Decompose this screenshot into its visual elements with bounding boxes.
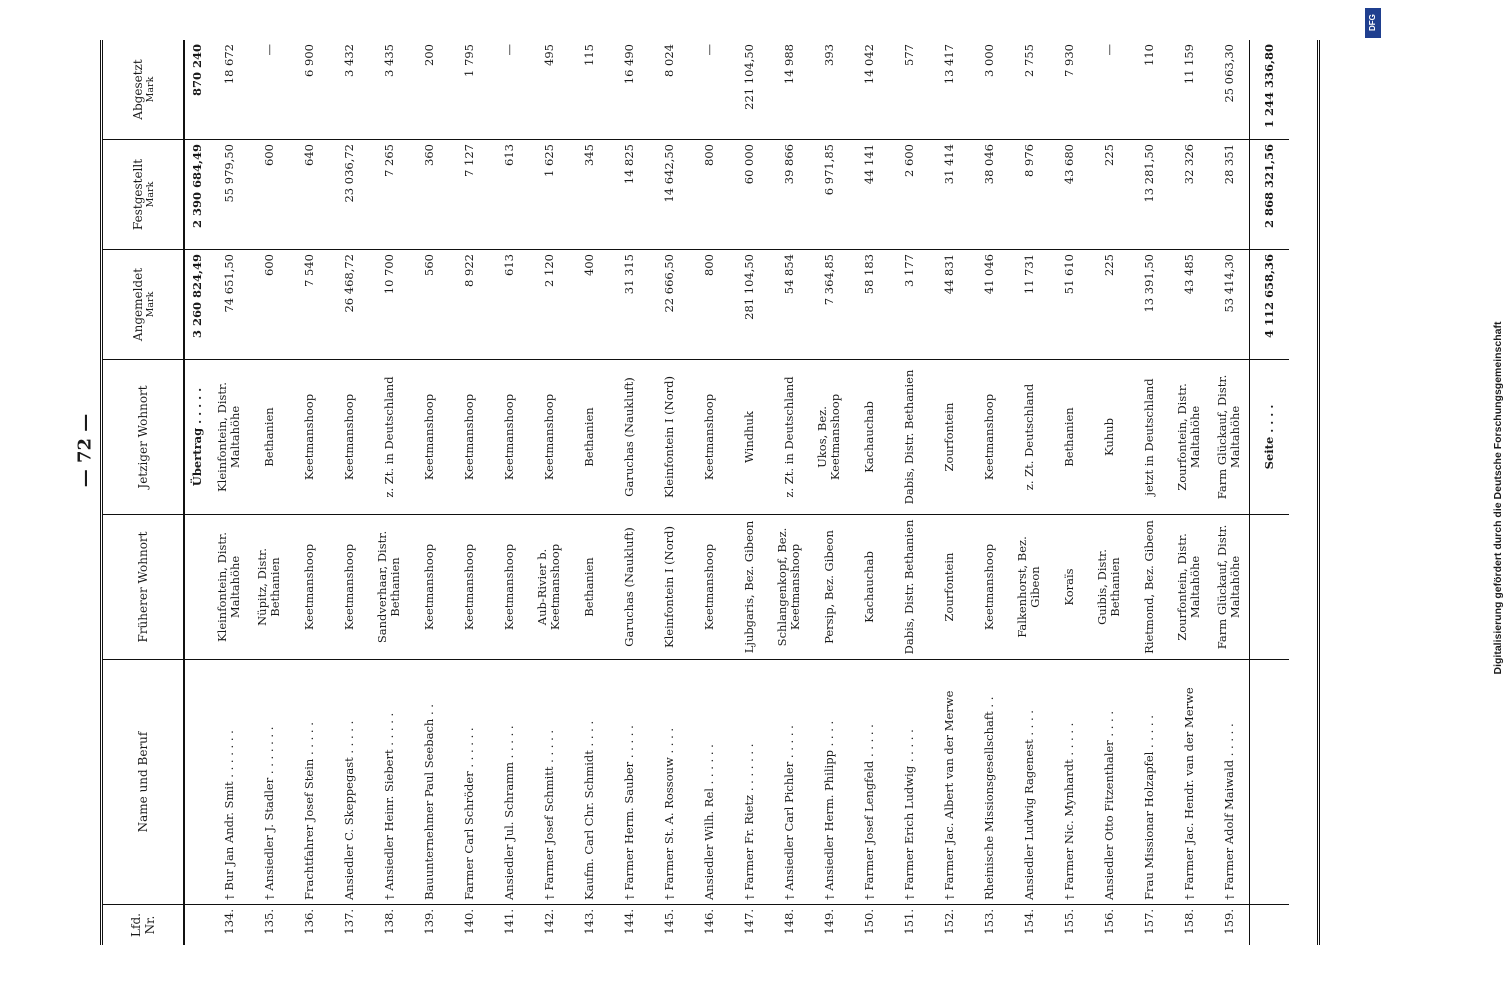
sum-row xyxy=(1249,40,1289,945)
sum-festgestellt: 2 868 321,56 xyxy=(1249,140,1289,250)
row-abgesetzt: 221 104,50 xyxy=(729,40,769,140)
row-angemeldet: 600 xyxy=(249,250,289,360)
header-unit: Mark xyxy=(144,181,156,208)
table-row xyxy=(889,40,929,945)
row-jetzt: Bethanien xyxy=(249,360,289,515)
row-jetzt: Garuchas (Naukluft) xyxy=(609,360,649,515)
row-jetzt: Keetmanshoop xyxy=(289,360,329,515)
sum-label: Seite . . . . xyxy=(1249,360,1289,515)
row-angemeldet: 400 xyxy=(569,250,609,360)
row-abgesetzt: 200 xyxy=(409,40,449,140)
row-name: † Farmer Adolf Maiwald . . . . . xyxy=(1209,660,1249,905)
row-frueher: Kleinfontein I (Nord) xyxy=(649,515,689,660)
row-abgesetzt: — xyxy=(489,40,529,140)
row-angemeldet: 800 xyxy=(689,250,729,360)
row-nr: 144. xyxy=(621,909,636,935)
row-angemeldet: 26 468,72 xyxy=(329,250,369,360)
header-festgestellt-label: Festgestellt xyxy=(130,158,145,231)
row-jetzt: Keetmanshoop xyxy=(489,360,529,515)
row-jetzt: Zourfontein xyxy=(929,360,969,515)
table-row xyxy=(409,40,449,945)
row-abgesetzt: 2 755 xyxy=(1009,40,1049,140)
table-row xyxy=(1209,40,1249,945)
row-name: Bauunternehmer Paul Seebach . . xyxy=(409,660,449,905)
row-name: † Farmer Herm. Sauber . . . . . xyxy=(609,660,649,905)
row-jetzt: Dabis, Distr. Bethanien xyxy=(889,360,929,515)
header-unit: Mark xyxy=(144,291,156,318)
row-festgestellt: 28 351 xyxy=(1209,140,1249,250)
row-jetzt: Keetmanshoop xyxy=(329,360,369,515)
row-frueher: Koraïs xyxy=(1049,515,1089,660)
table-row xyxy=(489,40,529,945)
table-row xyxy=(529,40,569,945)
row-frueher: Farm Glückauf, Distr. Maltahöhe xyxy=(1209,515,1249,660)
row-angemeldet: 54 854 xyxy=(769,250,809,360)
table-row xyxy=(729,40,769,945)
row-angemeldet: 7 540 xyxy=(289,250,329,360)
row-frueher: Zourfontein xyxy=(929,515,969,660)
sum-frueher xyxy=(1249,515,1289,660)
table-row xyxy=(1129,40,1169,945)
row-nr: 146. xyxy=(701,909,716,935)
row-name: † Farmer St. A. Rossouw . . . . xyxy=(649,660,689,905)
row-abgesetzt: — xyxy=(689,40,729,140)
row-nr: 153. xyxy=(981,909,996,935)
row-jetzt: Keetmanshoop xyxy=(529,360,569,515)
row-angemeldet: 43 485 xyxy=(1169,250,1209,360)
row-angemeldet: 225 xyxy=(1089,250,1129,360)
carry-angemeldet: 3 260 824,49 xyxy=(185,250,209,360)
row-nr: 159. xyxy=(1221,909,1236,935)
row-angemeldet: 560 xyxy=(409,250,449,360)
row-festgestellt: 31 414 xyxy=(929,140,969,250)
row-angemeldet: 58 183 xyxy=(849,250,889,360)
table-row xyxy=(569,40,609,945)
row-name: Rheinische Missionsgesellschaft . . xyxy=(969,660,1009,905)
row-jetzt: z. Zt. Deutschland xyxy=(1009,360,1049,515)
row-name: † Farmer Jac. Hendr. van der Merwe xyxy=(1169,660,1209,905)
row-festgestellt: 60 000 xyxy=(729,140,769,250)
row-jetzt: Keetmanshoop xyxy=(449,360,489,515)
row-abgesetzt: 3 432 xyxy=(329,40,369,140)
row-festgestellt: 14 825 xyxy=(609,140,649,250)
row-nr: 151. xyxy=(901,909,916,935)
row-nr: 157. xyxy=(1141,909,1156,935)
row-frueher: Rietmond, Bez. Gibeon xyxy=(1129,515,1169,660)
sum-angemeldet: 4 112 658,36 xyxy=(1249,250,1289,360)
row-frueher: Keetmanshoop xyxy=(289,515,329,660)
row-name: † Farmer Jac. Albert van der Merwe xyxy=(929,660,969,905)
row-festgestellt: 38 046 xyxy=(969,140,1009,250)
row-festgestellt: 44 141 xyxy=(849,140,889,250)
row-name: † Bur Jan Andr. Smit . . . . . . . xyxy=(209,660,249,905)
row-abgesetzt: 3 435 xyxy=(369,40,409,140)
row-abgesetzt: 11 159 xyxy=(1169,40,1209,140)
row-name: † Farmer Josef Schmitt . . . . . xyxy=(529,660,569,905)
row-abgesetzt: 13 417 xyxy=(929,40,969,140)
table-row xyxy=(769,40,809,945)
row-frueher: Persip, Bez. Gibeon xyxy=(809,515,849,660)
table-row xyxy=(929,40,969,945)
row-frueher: Garuchas (Naukluft) xyxy=(609,515,649,660)
row-festgestellt: 6 971,85 xyxy=(809,140,849,250)
header-festgestellt xyxy=(103,140,183,250)
row-nr: 135. xyxy=(261,909,276,935)
table-row xyxy=(1169,40,1209,945)
sum-name xyxy=(1249,660,1289,905)
row-abgesetzt: 14 988 xyxy=(769,40,809,140)
row-abgesetzt: 3 000 xyxy=(969,40,1009,140)
carry-abgesetzt: 870 240 xyxy=(185,40,209,140)
row-nr: 147. xyxy=(741,909,756,935)
table-row xyxy=(969,40,1009,945)
header-unit: Mark xyxy=(144,76,156,103)
row-angemeldet: 613 xyxy=(489,250,529,360)
row-jetzt: z. Zt. in Deutschland xyxy=(369,360,409,515)
row-nr: 143. xyxy=(581,909,596,935)
row-festgestellt: 225 xyxy=(1089,140,1129,250)
row-festgestellt: 2 600 xyxy=(889,140,929,250)
row-festgestellt: 23 036,72 xyxy=(329,140,369,250)
table-row xyxy=(249,40,289,945)
row-frueher: Keetmanshoop xyxy=(489,515,529,660)
row-jetzt: Ukos, Bez. Keetmanshoop xyxy=(809,360,849,515)
row-abgesetzt: 577 xyxy=(889,40,929,140)
row-frueher: Zourfontein, Distr. Maltahöhe xyxy=(1169,515,1209,660)
header-nr: Lfd. Nr. xyxy=(129,913,157,937)
row-frueher: Sandverhaar, Distr. Bethanien xyxy=(369,515,409,660)
table-row xyxy=(209,40,249,945)
row-nr: 158. xyxy=(1181,909,1196,935)
sum-nr xyxy=(1249,905,1289,945)
row-name: † Farmer Josef Lengfeld . . . . . xyxy=(849,660,889,905)
row-abgesetzt: 1 795 xyxy=(449,40,489,140)
table-header xyxy=(103,40,185,945)
row-nr: 150. xyxy=(861,909,876,935)
row-abgesetzt: — xyxy=(1089,40,1129,140)
row-nr: 134. xyxy=(221,909,236,935)
row-abgesetzt: 7 930 xyxy=(1049,40,1089,140)
row-angemeldet: 74 651,50 xyxy=(209,250,249,360)
row-frueher: Ljubgaris, Bez. Gibeon xyxy=(729,515,769,660)
table-row xyxy=(809,40,849,945)
row-festgestellt: 600 xyxy=(249,140,289,250)
table-row xyxy=(1049,40,1089,945)
row-jetzt: Zourfontein, Distr. Maltahöhe xyxy=(1169,360,1209,515)
row-jetzt: z. Zt. in Deutschland xyxy=(769,360,809,515)
row-frueher: Dabis, Distr. Bethanien xyxy=(889,515,929,660)
row-abgesetzt: 25 063,30 xyxy=(1209,40,1249,140)
row-abgesetzt: 14 042 xyxy=(849,40,889,140)
carry-frueher xyxy=(185,515,209,660)
row-frueher: Keetmanshoop xyxy=(689,515,729,660)
row-festgestellt: 7 265 xyxy=(369,140,409,250)
row-nr: 152. xyxy=(941,909,956,935)
row-nr: 142. xyxy=(541,909,556,935)
row-frueher: Nüpitz, Distr. Bethanien xyxy=(249,515,289,660)
row-name: Ansiedler Jul. Schramm . . . . . xyxy=(489,660,529,905)
rotated-table-wrapper xyxy=(100,40,1320,945)
row-jetzt: Farm Glückauf, Distr. Maltahöhe xyxy=(1209,360,1249,515)
row-frueher: Kachauchab xyxy=(849,515,889,660)
row-frueher: Guibis, Distr. Bethanien xyxy=(1089,515,1129,660)
row-angemeldet: 2 120 xyxy=(529,250,569,360)
row-frueher: Bethanien xyxy=(569,515,609,660)
row-festgestellt: 1 625 xyxy=(529,140,569,250)
header-name: Name und Beruf xyxy=(103,660,183,905)
carry-name xyxy=(185,660,209,905)
row-name: Kaufm. Carl Chr. Schmidt . . . . xyxy=(569,660,609,905)
row-abgesetzt: — xyxy=(249,40,289,140)
row-nr: 145. xyxy=(661,909,676,935)
row-name: Ansiedler Ludwig Ragenest . . . . xyxy=(1009,660,1049,905)
table-row xyxy=(609,40,649,945)
row-festgestellt: 32 326 xyxy=(1169,140,1209,250)
row-nr: 136. xyxy=(301,909,316,935)
row-name: † Farmer Nic. Mynhardt . . . . . xyxy=(1049,660,1089,905)
row-abgesetzt: 110 xyxy=(1129,40,1169,140)
row-frueher: Keetmanshoop xyxy=(329,515,369,660)
claims-table xyxy=(100,40,1320,945)
row-name: Frachtfahrer Josef Stein . . . . . xyxy=(289,660,329,905)
row-angemeldet: 281 104,50 xyxy=(729,250,769,360)
table-row xyxy=(369,40,409,945)
row-angemeldet: 31 315 xyxy=(609,250,649,360)
table-row xyxy=(1089,40,1129,945)
sum-abgesetzt: 1 244 336,80 xyxy=(1249,40,1289,140)
row-jetzt: Keetmanshoop xyxy=(409,360,449,515)
row-jetzt: Kleinfontein I (Nord) xyxy=(649,360,689,515)
row-name: † Ansiedler Carl Pichler . . . . . xyxy=(769,660,809,905)
table-row xyxy=(849,40,889,945)
row-jetzt: Kleinfontein, Distr. Maltahöhe xyxy=(209,360,249,515)
row-festgestellt: 7 127 xyxy=(449,140,489,250)
row-angemeldet: 41 046 xyxy=(969,250,1009,360)
row-angemeldet: 51 610 xyxy=(1049,250,1089,360)
row-name: † Farmer Fr. Rietz . . . . . . . xyxy=(729,660,769,905)
row-nr: 156. xyxy=(1101,909,1116,935)
table-row xyxy=(289,40,329,945)
row-frueher: Kleinfontein, Distr. Maltahöhe xyxy=(209,515,249,660)
row-nr: 154. xyxy=(1021,909,1036,935)
row-angemeldet: 10 700 xyxy=(369,250,409,360)
carry-nr xyxy=(185,905,209,945)
row-festgestellt: 14 642,50 xyxy=(649,140,689,250)
row-jetzt: Bethanien xyxy=(1049,360,1089,515)
table-row xyxy=(329,40,369,945)
row-frueher: Keetmanshoop xyxy=(409,515,449,660)
digitization-note: Digitalisierung gefördert durch die Deutsche Forschungsgemeinschaft xyxy=(1492,321,1504,675)
row-festgestellt: 800 xyxy=(689,140,729,250)
row-nr: 149. xyxy=(821,909,836,935)
row-festgestellt: 43 680 xyxy=(1049,140,1089,250)
row-jetzt: jetzt in Deutschland xyxy=(1129,360,1169,515)
table-row xyxy=(449,40,489,945)
page-number: — 72 — xyxy=(74,413,96,488)
row-nr: 155. xyxy=(1061,909,1076,935)
row-name: † Farmer Erich Ludwig . . . . . xyxy=(889,660,929,905)
row-angemeldet: 7 364,85 xyxy=(809,250,849,360)
row-festgestellt: 13 281,50 xyxy=(1129,140,1169,250)
row-nr: 139. xyxy=(421,909,436,935)
header-angemeldet-label: Angemeldet xyxy=(130,267,145,342)
header-abgesetzt xyxy=(103,40,183,140)
row-abgesetzt: 18 672 xyxy=(209,40,249,140)
row-name: † Ansiedler Heinr. Siebert . . . . . xyxy=(369,660,409,905)
row-abgesetzt: 16 490 xyxy=(609,40,649,140)
header-angemeldet xyxy=(103,250,183,360)
row-angemeldet: 11 731 xyxy=(1009,250,1049,360)
row-festgestellt: 345 xyxy=(569,140,609,250)
row-festgestellt: 613 xyxy=(489,140,529,250)
row-name: Ansiedler C. Skeppegast . . . . . xyxy=(329,660,369,905)
row-nr: 141. xyxy=(501,909,516,935)
row-festgestellt: 55 979,50 xyxy=(209,140,249,250)
row-nr: 140. xyxy=(461,909,476,935)
row-name: Ansiedler Wilh. Rel . . . . . . xyxy=(689,660,729,905)
table-row xyxy=(1009,40,1049,945)
row-abgesetzt: 8 024 xyxy=(649,40,689,140)
header-frueher: Früherer Wohnort xyxy=(103,515,183,660)
row-jetzt: Keetmanshoop xyxy=(689,360,729,515)
carry-row xyxy=(185,40,209,945)
row-festgestellt: 360 xyxy=(409,140,449,250)
row-name: † Ansiedler J. Stadler . . . . . . . xyxy=(249,660,289,905)
row-frueher: Falkenhorst, Bez. Gibeon xyxy=(1009,515,1049,660)
row-jetzt: Windhuk xyxy=(729,360,769,515)
row-nr: 138. xyxy=(381,909,396,935)
row-abgesetzt: 115 xyxy=(569,40,609,140)
table-row xyxy=(689,40,729,945)
carry-festgestellt: 2 390 684,49 xyxy=(185,140,209,250)
row-name: Ansiedler Otto Fitzenthaler . . . . xyxy=(1089,660,1129,905)
row-festgestellt: 39 866 xyxy=(769,140,809,250)
row-frueher: Keetmanshoop xyxy=(969,515,1009,660)
table-body xyxy=(185,40,1321,945)
row-name: Frau Missionar Holzapfel . . . . . xyxy=(1129,660,1169,905)
row-frueher: Keetmanshoop xyxy=(449,515,489,660)
row-abgesetzt: 6 900 xyxy=(289,40,329,140)
row-abgesetzt: 495 xyxy=(529,40,569,140)
header-jetzt: Jetziger Wohnort xyxy=(103,360,183,515)
row-frueher: Aub-Rivier b. Keetmanshoop xyxy=(529,515,569,660)
row-angemeldet: 13 391,50 xyxy=(1129,250,1169,360)
row-jetzt: Kachauchab xyxy=(849,360,889,515)
header-abgesetzt-label: Abgesetzt xyxy=(130,59,145,120)
row-frueher: Schlangenkopf, Bez. Keetmanshoop xyxy=(769,515,809,660)
row-angemeldet: 53 414,30 xyxy=(1209,250,1249,360)
row-jetzt: Bethanien xyxy=(569,360,609,515)
row-nr: 137. xyxy=(341,909,356,935)
row-name: † Ansiedler Herm. Philipp . . . . xyxy=(809,660,849,905)
row-angemeldet: 8 922 xyxy=(449,250,489,360)
carry-label: Übertrag . . . . . xyxy=(185,360,209,515)
row-jetzt: Keetmanshoop xyxy=(969,360,1009,515)
row-jetzt: Kuhub xyxy=(1089,360,1129,515)
row-abgesetzt: 393 xyxy=(809,40,849,140)
row-angemeldet: 22 666,50 xyxy=(649,250,689,360)
table-row xyxy=(649,40,689,945)
row-nr: 148. xyxy=(781,909,796,935)
row-name: Farmer Carl Schröder . . . . . . xyxy=(449,660,489,905)
row-angemeldet: 44 831 xyxy=(929,250,969,360)
row-angemeldet: 3 177 xyxy=(889,250,929,360)
dfg-logo: DFG xyxy=(1365,8,1381,38)
row-festgestellt: 640 xyxy=(289,140,329,250)
row-festgestellt: 8 976 xyxy=(1009,140,1049,250)
